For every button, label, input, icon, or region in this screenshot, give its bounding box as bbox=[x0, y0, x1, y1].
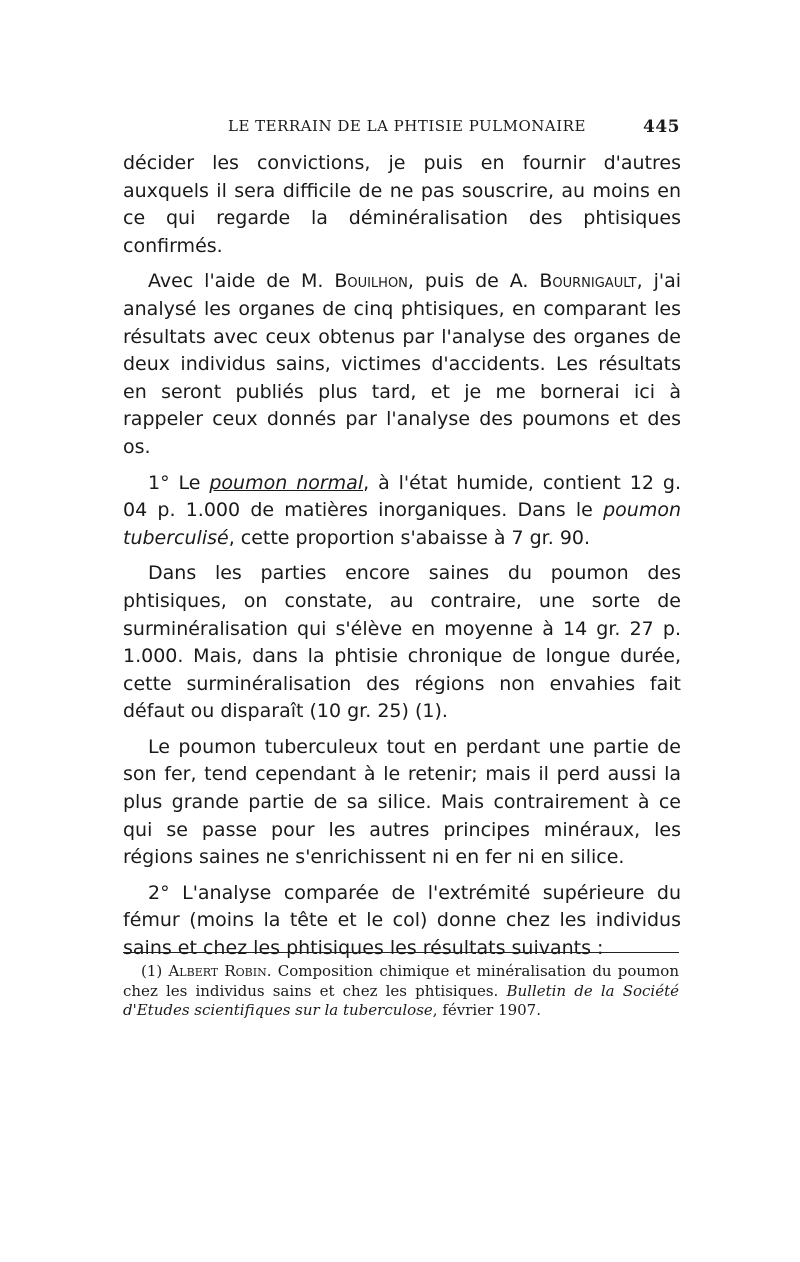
paragraph-2-part-c: , j'ai analysé les organes de cinq phtisiques, en comparant les résultats avec ceux obtenus par l'analyse des organes de deux individus sains, victimes d'accidents. Les résultats en seront publiés plus tard, et je me bornerai ici à rappeler ceux donnés par l'analyse des poumons et des os. bbox=[123, 270, 681, 458]
page-number: 445 bbox=[643, 117, 680, 137]
footnote-journal: Bulletin de la Société d'Etudes scientifiques sur la tuberculose bbox=[123, 981, 679, 1019]
paragraph-2-part-a: Avec l'aide de M. bbox=[148, 270, 335, 293]
paragraph-2 bbox=[123, 268, 681, 461]
footnote-marker: (1) bbox=[141, 962, 169, 980]
author-name-bournigault: Bournigault bbox=[539, 270, 637, 293]
paragraph-4: Dans les parties encore saines du poumon des phtisiques, on constate, au contraire, une sorte de surminéralisation qui s'élève en moyenne à 14 gr. 27 p. 1.000. Mais, dans la phtisie chronique de longue durée, cette surminéralisation des régions non envahies fait défaut ou disparaît (10 gr. 25) (1). bbox=[123, 562, 681, 723]
running-title: LE TERRAIN DE LA PHTISIE PULMONAIRE bbox=[228, 117, 586, 135]
paragraph-6: 2° L'analyse comparée de l'extrémité supérieure du fémur (moins la tête et le col) donne chez les individus sains et chez les phtisiques les résultats suivants : bbox=[123, 881, 681, 960]
author-name-bouilhon: Bouilhon bbox=[334, 270, 408, 293]
paragraph-5: Le poumon tuberculeux tout en perdant une partie de son fer, tend cependant à le retenir; mais il perd aussi la plus grande partie de sa silice. Mais contrairement à ce qui se passe pour les autres principes minéraux, les régions saines ne s'enrichissent ni en fer ni en silice. bbox=[123, 735, 681, 869]
paragraph-3 bbox=[123, 470, 681, 553]
body-text bbox=[123, 150, 681, 971]
running-header bbox=[228, 117, 680, 141]
paragraph-1: décider les convictions, je puis en fournir d'autres auxquels il sera difficile de ne pas souscrire, au moins en ce qui regarde la déminéralisation des phtisiques confirmés. bbox=[123, 152, 681, 257]
footnote-text-b: , février 1907. bbox=[432, 1001, 541, 1019]
footnote bbox=[123, 962, 679, 1021]
footnote-author: Albert Robin bbox=[168, 962, 267, 980]
paragraph-2-part-b: , puis de A. bbox=[407, 270, 540, 293]
footnote-text-a: . Composition chimique et minéralisation du poumon chez les individus sains et chez les phtisiques. bbox=[123, 962, 680, 1000]
emphasis-poumon-tuberculise: poumon tuberculisé bbox=[123, 499, 681, 549]
paragraph-3-part-a: 1° Le bbox=[148, 471, 210, 494]
emphasis-poumon-normal: poumon normal bbox=[209, 471, 364, 494]
footnote-divider bbox=[123, 952, 679, 953]
paragraph-3-part-b: , à l'état humide, contient 12 g. 04 p. 1.000 de matières inorganiques. Dans le bbox=[123, 471, 681, 522]
paragraph-3-part-c: , cette proportion s'abaisse à 7 gr. 90. bbox=[228, 526, 591, 549]
